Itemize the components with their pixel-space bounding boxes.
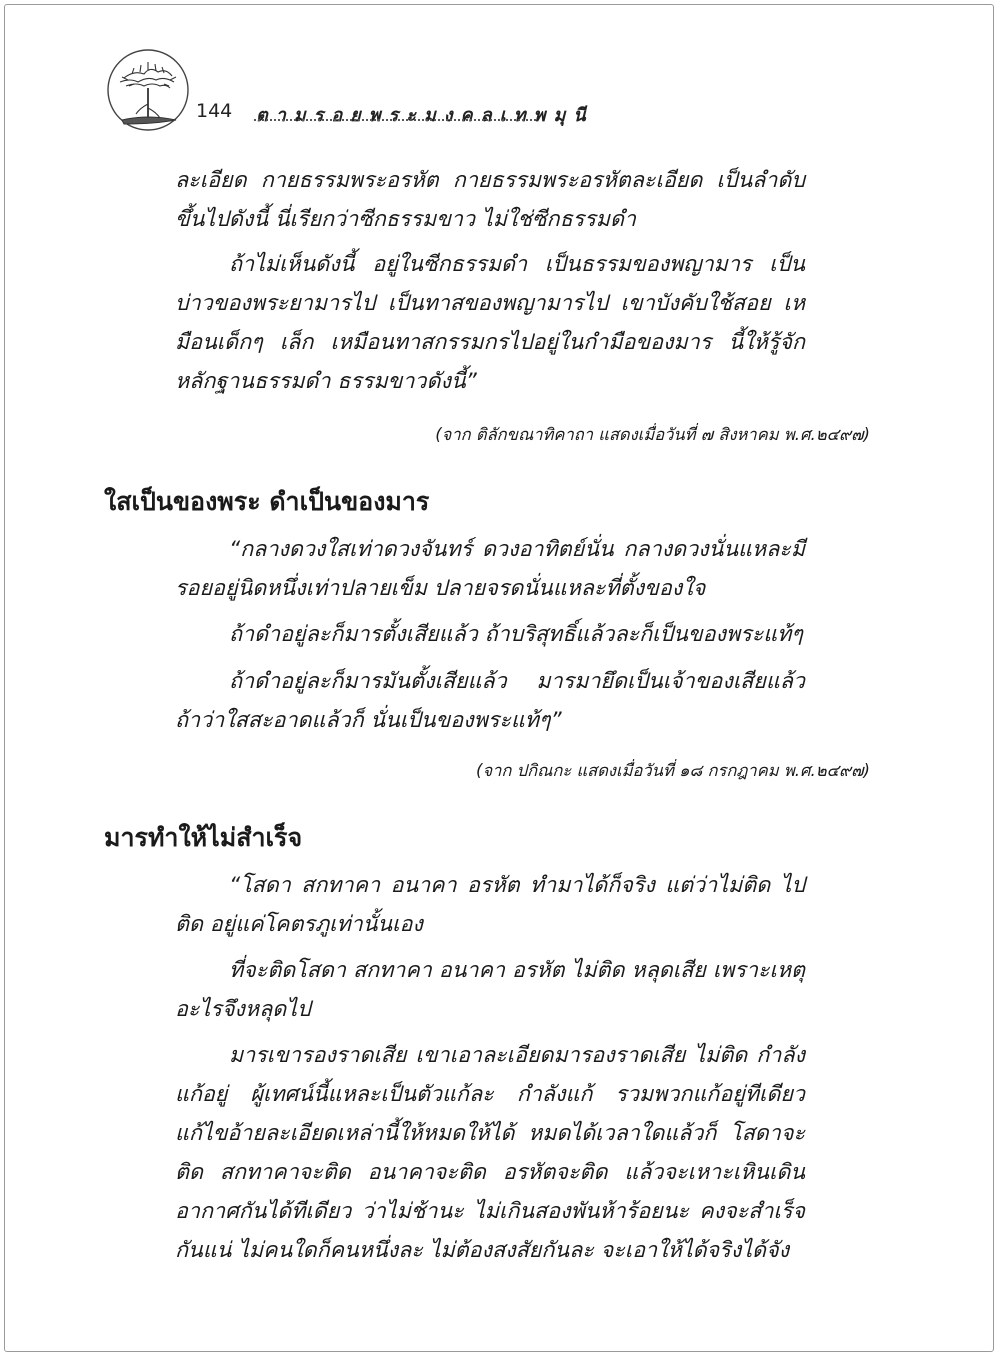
running-title: ตามรอยพระมงคลเทพมุนี: [256, 105, 594, 126]
paragraph-intro-1: ละเอียด กายธรรมพระอรหัต กายธรรมพระอรหัตละเอียด เป็นลำดับขึ้นไปดังนี้ นี่เรียกว่าซีกธรรมขาว ไม่ใช่ซีกธรรมดำ: [175, 168, 805, 232]
title-dotted-underline: [254, 119, 536, 121]
paragraph-s2-2: ที่จะติดโสดา สกทาคา อนาคา อรหัต ไม่ติด หลุดเสีย เพราะเหตุอะไรจึงหลุดไป: [175, 958, 805, 1022]
section-heading-2: มารทำให้ไม่สำเร็จ: [104, 823, 303, 852]
paragraph-s1-1: “กลางดวงใสเท่าดวงจันทร์ ดวงอาทิตย์นั่น กลางดวงนั่นแหละมีรอยอยู่นิดหนึ่งเท่าปลายเข็ม ปลายจรดนั่นแหละที่ตั้งของใจ: [175, 537, 805, 601]
paragraph-intro-2: ถ้าไม่เห็นดังนี้ อยู่ในซีกธรรมดำ เป็นธรรมของพญามาร เป็นบ่าวของพระยามารไป เป็นทาสของพญามารไป เขาบังคับใช้สอย เหมือนเด็กๆ เล็ก เหมือนทาสกรรมกรไปอยู่ในกำมือของมาร นี้ให้รู้จักหลักฐานธรรมดำ ธรรมขาวดังนี้”: [175, 252, 805, 394]
lotus-logo-icon: [104, 48, 190, 134]
section-heading-1: ใสเป็นของพระ ดำเป็นของมาร: [104, 487, 430, 516]
paragraph-s1-2: ถ้าดำอยู่ละก็มารตั้งเสียแล้ว ถ้าบริสุทธิ์แล้วละก็เป็นของพระแท้ๆ: [229, 622, 803, 647]
citation-2: (จาก ปกิณกะ แสดงเมื่อวันที่ ๑๘ กรกฎาคม พ.ศ.๒๔๙๗): [476, 761, 870, 780]
page-number: 144: [196, 100, 233, 122]
citation-1: (จาก ติลักขณาทิคาถา แสดงเมื่อวันที่ ๗ สิงหาคม พ.ศ.๒๔๙๗): [435, 425, 870, 444]
paragraph-s2-1: “โสดา สกทาคา อนาคา อรหัต ทำมาได้ก็จริง แต่ว่าไม่ติด ไปติด อยู่แค่โคตรภูเท่านั้นเอง: [175, 873, 805, 937]
paragraph-s1-3: ถ้าดำอยู่ละก็มารมันตั้งเสียแล้ว มารมายึดเป็นเจ้าของเสียแล้ว ถ้าว่าใสสะอาดแล้วก็ นั่นเป็นของพระแท้ๆ”: [175, 669, 805, 733]
paragraph-s2-3: มารเขารองราดเสีย เขาเอาละเอียดมารองราดเสีย ไม่ติด กำลังแก้อยู่ ผู้เทศน์นี้แหละเป็นตัวแก้ละ กำลังแก้ รวมพวกแก้อยู่ทีเดียว แก้ไขอ้ายละเอียดเหล่านี้ให้หมดให้ได้ หมดได้เวลาใดแล้วก็ โสดาจะติด สกทาคาจะติด อนาคาจะติด อรหัตจะติด แล้วจะเหาะเหินเดินอากาศกันได้ทีเดียว ว่าไม่ช้านะ ไม่เกินสองพันห้าร้อยนะ คงจะสำเร็จกันแน่ ไม่คนใดก็คนหนึ่งละ ไม่ต้องสงสัยกันละ จะเอาให้ได้จริงได้จัง: [175, 1043, 805, 1263]
